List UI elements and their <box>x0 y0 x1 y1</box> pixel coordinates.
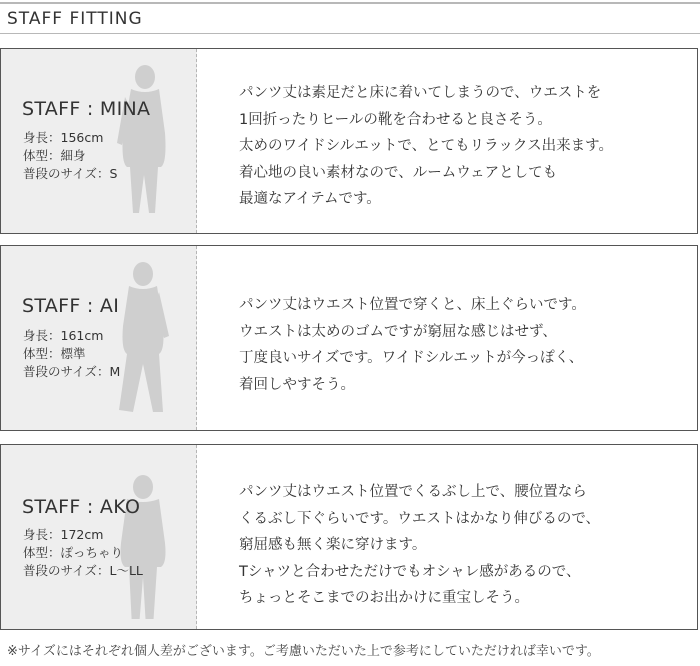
staff-body-type: 体型：標準 <box>23 346 86 361</box>
section-title: STAFF FITTING <box>7 9 143 29</box>
staff-name: STAFF : MINA <box>22 98 151 120</box>
staff-comment <box>239 292 687 398</box>
staff-profile-panel <box>1 246 197 430</box>
staff-body-type: 体型：ぽっちゃり <box>23 545 124 560</box>
staff-name: STAFF : AI <box>22 295 120 317</box>
staff-usual-size: 普段のサイズ：L～LL <box>23 563 143 578</box>
staff-details <box>23 129 117 183</box>
comment-line: 丁度良いサイズです。ワイドシルエットが今っぽく、 <box>239 350 584 366</box>
comment-line: くるぶし下ぐらいです。ウエストはかなり伸びるので、 <box>239 510 601 527</box>
comment-line: パンツ丈はウエスト位置で穿くと、床上ぐらいです。 <box>239 297 586 313</box>
comment-line: パンツ丈は素足だと床に着いてしまうので、ウエストを <box>239 85 602 101</box>
comment-line: ウエストは太めのゴムですが窮屈な感じはせず、 <box>239 323 557 340</box>
staff-profile-panel <box>1 445 197 629</box>
comment-line: 太めのワイドシルエットで、とてもリラックス出来ます。 <box>239 138 614 154</box>
staff-height: 身長：161cm <box>23 328 104 343</box>
size-disclaimer: ※サイズにはそれぞれ個人差がございます。ご考慮いただいた上で参考にしていただければ幸いです。 <box>7 644 600 659</box>
comment-line: Tシャツと合わせただけでもオシャレ感があるので、 <box>239 563 581 580</box>
staff-card-ai <box>0 245 698 431</box>
comment-line: パンツ丈はウエスト位置でくるぶし上で、腰位置なら <box>239 484 587 500</box>
staff-profile-panel <box>1 49 197 233</box>
staff-details <box>23 526 143 580</box>
staff-card-mina <box>0 48 698 234</box>
staff-comment <box>239 479 687 612</box>
comment-line: 窮屈感も無く楽に穿けます。 <box>239 537 427 553</box>
staff-name: STAFF : AKO <box>22 496 141 518</box>
comment-line: 1回折ったりヒールの靴を合わせると良さそう。 <box>239 111 552 128</box>
comment-line: 着回しやすそう。 <box>239 376 355 393</box>
staff-height: 身長：156cm <box>23 130 104 145</box>
comment-line: 着心地の良い素材なので、ルームウェアとしても <box>239 164 558 181</box>
comment-line: 最適なアイテムです。 <box>239 191 381 207</box>
section-header <box>0 2 700 34</box>
staff-height: 身長：172cm <box>23 527 104 542</box>
comment-line: ちょっとそこまでのお出かけに重宝しそう。 <box>239 590 529 606</box>
staff-comment <box>239 80 687 213</box>
staff-card-ako <box>0 444 698 630</box>
staff-body-type: 体型：細身 <box>23 148 86 163</box>
staff-usual-size: 普段のサイズ：S <box>23 166 118 181</box>
staff-usual-size: 普段のサイズ：M <box>23 364 121 379</box>
staff-details <box>23 327 120 381</box>
